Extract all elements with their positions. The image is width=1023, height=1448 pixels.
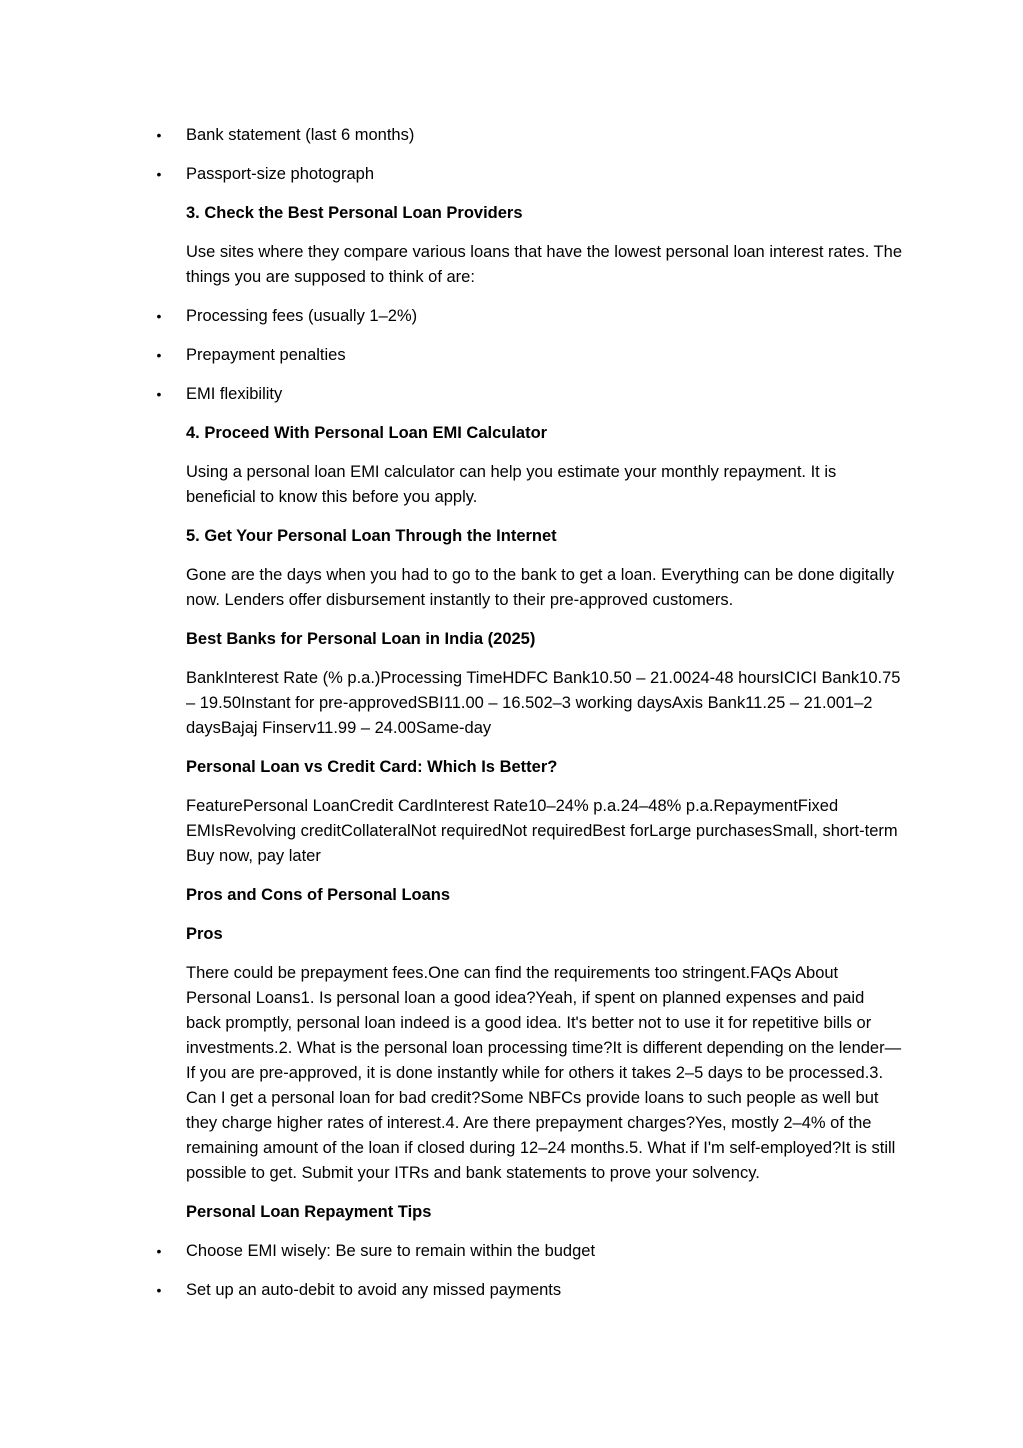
section-heading: 5. Get Your Personal Loan Through the Internet [186,527,557,545]
bullet-icon: • [156,386,162,402]
section-heading: Pros and Cons of Personal Loans [186,886,451,904]
list-item-text: Bank statement (last 6 months) [186,126,415,144]
bullet-icon: • [156,166,162,182]
section-heading: Best Banks for Personal Loan in India (2025) [186,630,536,648]
comparison-paragraph: FeaturePersonal LoanCredit CardInterest Rate10–24% p.a.24–48% p.a.RepaymentFixed EMIsRevolving creditCollateralNot requiredNot requiredBest forLarge purchasesSmall, short-term Buy now, pay later [186,797,898,865]
paragraph: Using a personal loan EMI calculator can help you estimate your monthly repayment. It is beneficial to know this before you apply. [186,463,837,506]
list-item [156,123,902,148]
list-item-text: Set up an auto-debit to avoid any missed payments [186,1281,562,1299]
faq-paragraph: There could be prepayment fees.One can find the requirements too stringent.FAQs About Personal Loans1. Is personal loan a good idea?Yeah, if spent on planned expenses and paid back promptly, personal loan indeed is a good idea. It's better not to use it for repetitive bills or investments.2. What is the personal loan processing time?It is different depending on the lender—If you are pre-approved, it is done instantly while for others it takes 2–5 days to be processed.3. Can I get a personal loan for bad credit?Some NBFCs provide loans to such people as well but they charge higher rates of interest.4. Are there prepayment charges?Yes, mostly 2–4% of the remaining amount of the loan if closed during 12–24 months.5. What if I'm self-employed?It is still possible to get. Submit your ITRs and bank statements to prove your solvency. [186,964,902,1182]
list-item-text: Passport-size photograph [186,165,375,183]
list-item-text: EMI flexibility [186,385,283,403]
section-heading: Personal Loan vs Credit Card: Which Is Better? [186,758,558,776]
list-item-text: Choose EMI wisely: Be sure to remain within the budget [186,1242,596,1260]
bullet-icon: • [156,308,162,324]
document-content [156,123,902,1317]
list-item [156,1239,902,1264]
bank-rates-paragraph: BankInterest Rate (% p.a.)Processing TimeHDFC Bank10.50 – 21.0024-48 hoursICICI Bank10.75 – 19.50Instant for pre-approvedSBI11.00 – 16.502–3 working daysAxis Bank11.25 – 21.001–2 daysBajaj Finserv11.99 – 24.00Same-day [186,669,901,737]
list-item [156,304,902,329]
bullet-icon: • [156,127,162,143]
section-heading: 3. Check the Best Personal Loan Providers [186,204,523,222]
subsection-heading: Pros [186,925,223,943]
section-heading: Personal Loan Repayment Tips [186,1203,432,1221]
bullet-icon: • [156,1243,162,1259]
list-item-text: Prepayment penalties [186,346,346,364]
list-item [156,162,902,187]
paragraph: Gone are the days when you had to go to the bank to get a loan. Everything can be done digitally now. Lenders offer disbursement instantly to their pre-approved customers. [186,566,895,609]
paragraph: Use sites where they compare various loans that have the lowest personal loan interest rates. The things you are supposed to think of are: [186,243,902,286]
list-item-text: Processing fees (usually 1–2%) [186,307,418,325]
list-item [156,1278,902,1303]
bullet-icon: • [156,1282,162,1298]
bullet-icon: • [156,347,162,363]
list-item [156,343,902,368]
section-heading: 4. Proceed With Personal Loan EMI Calculator [186,424,548,442]
list-item [156,382,902,407]
